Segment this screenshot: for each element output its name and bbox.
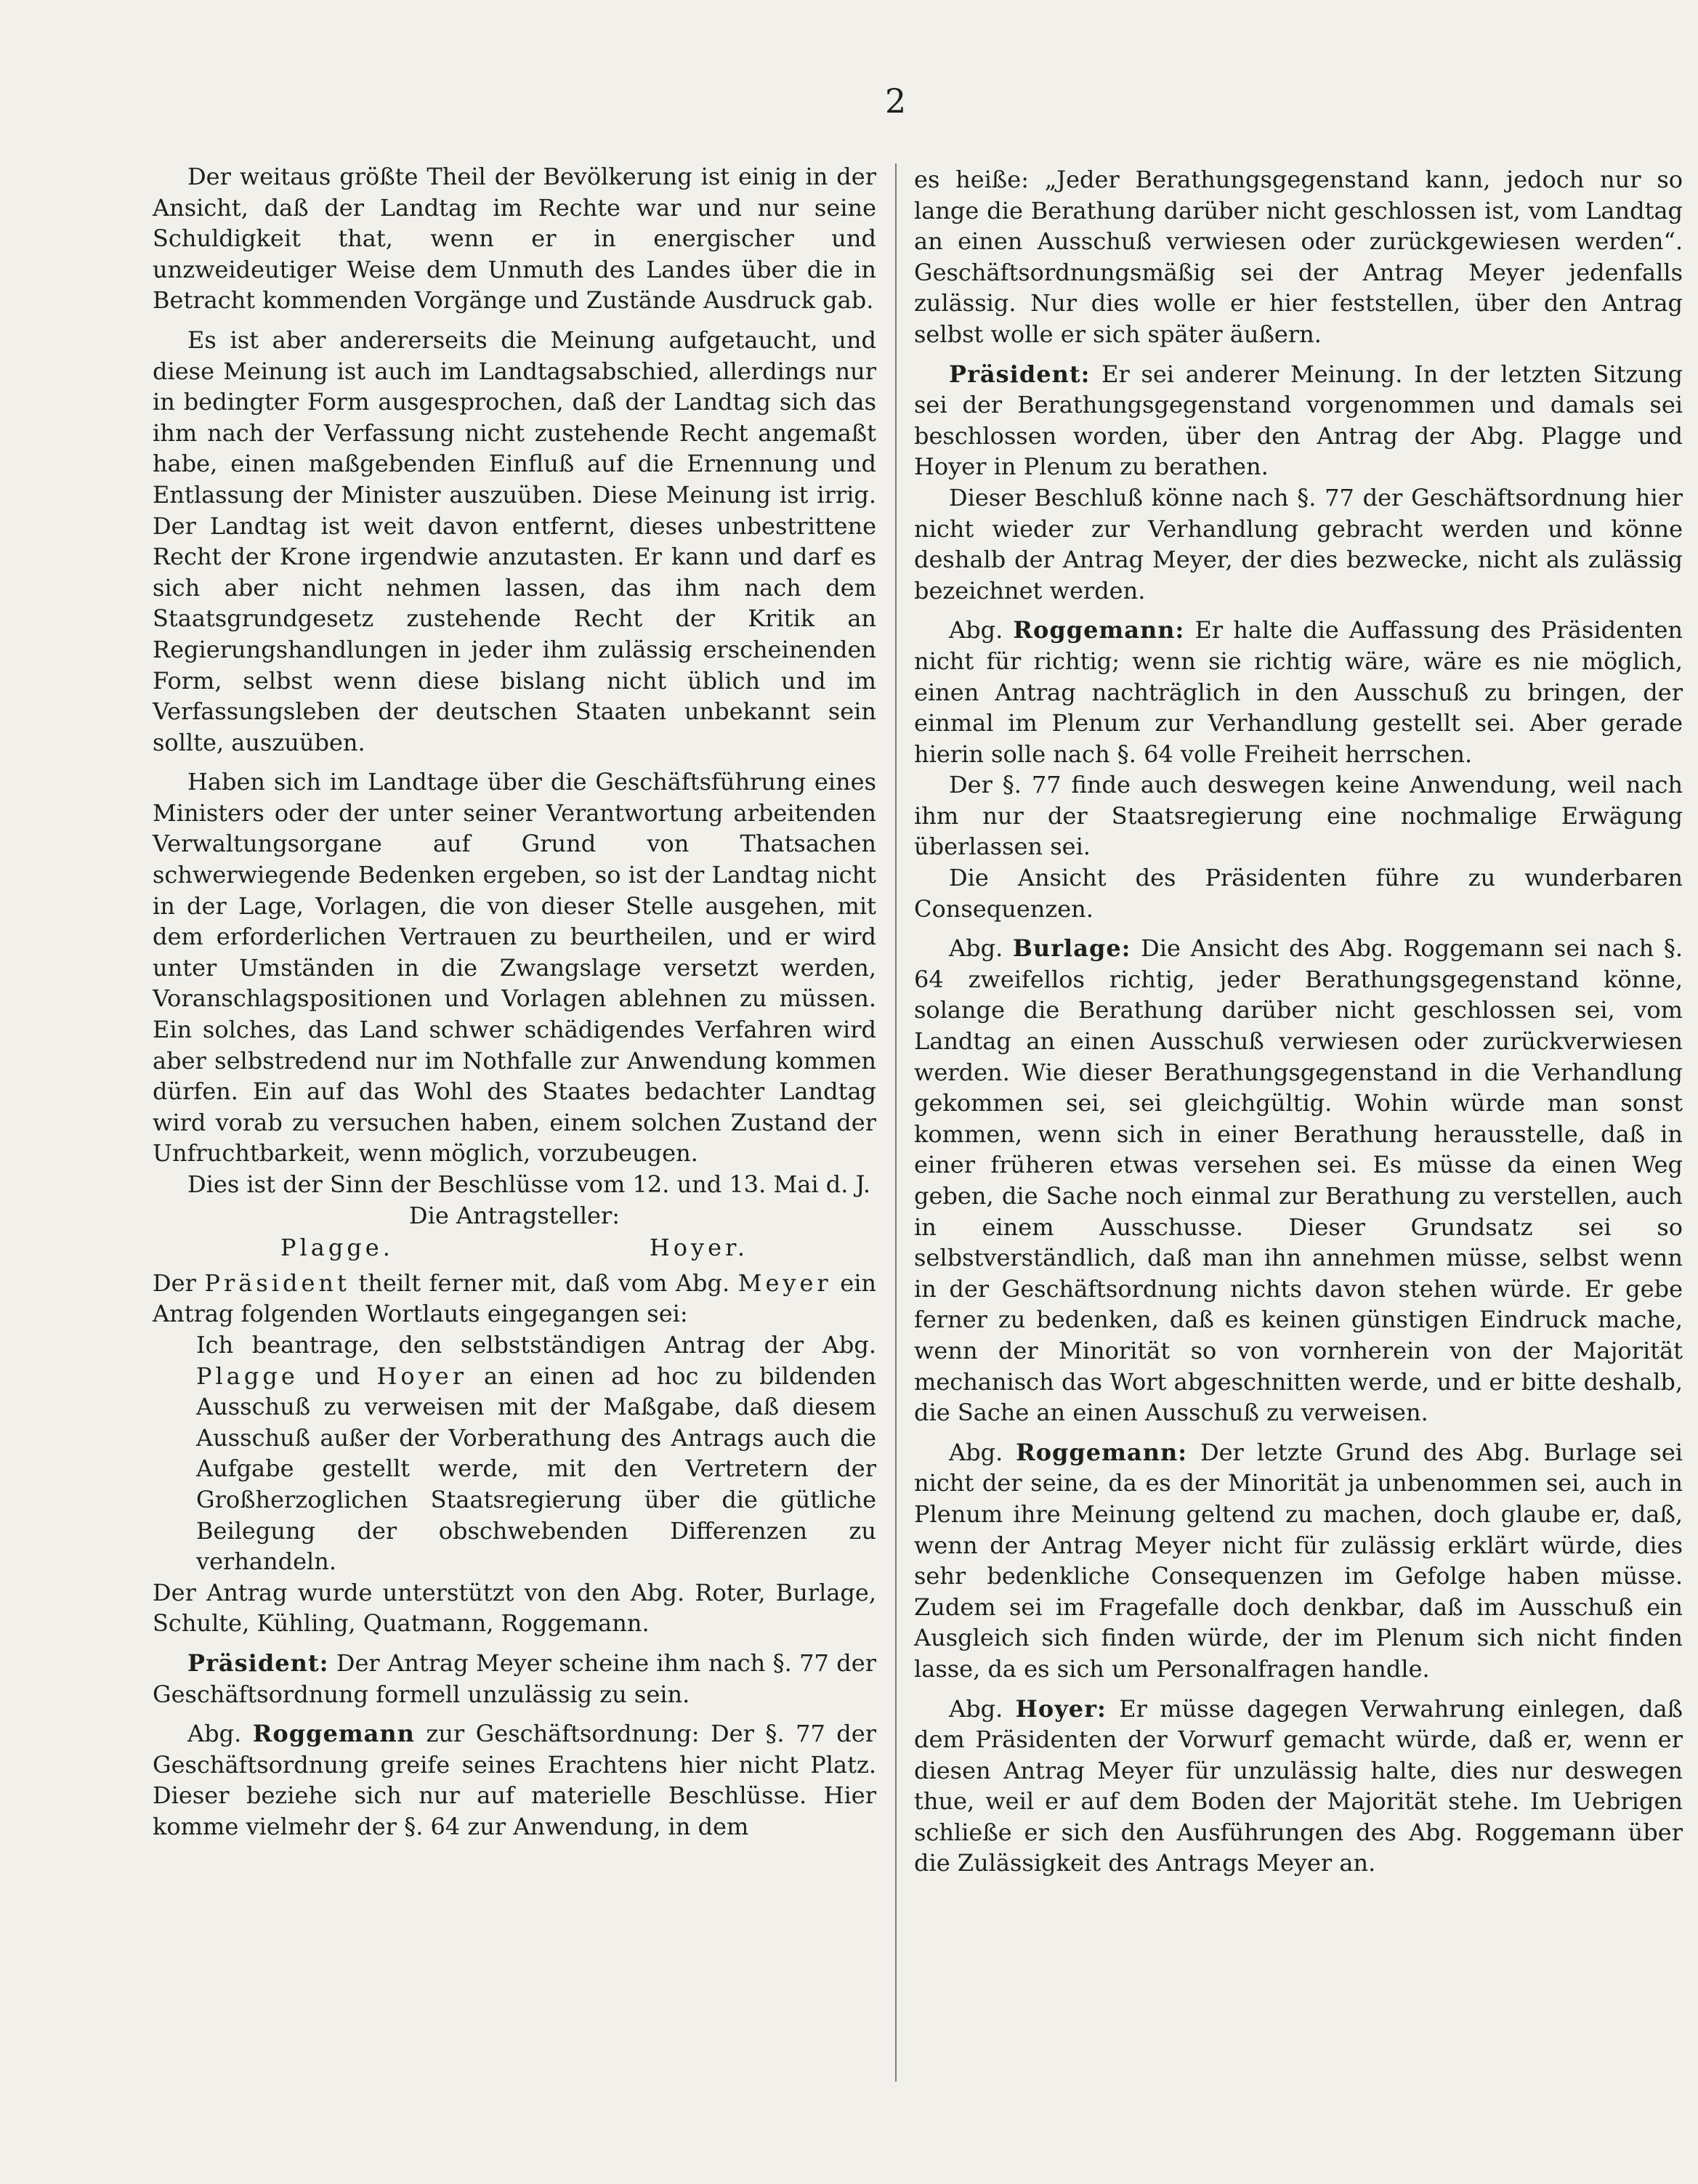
speaker-prefix: Abg. [187, 1720, 242, 1748]
paragraph: Dieser Beschluß könne nach §. 77 der Geschäftsordnung hier nicht wieder zur Verhandlung gebracht werden und könne deshalb der Antrag Meyer, der dies bezwecke, nicht als zulässig bezeichnet werden. [914, 483, 1683, 604]
speaker-name: Roggemann: [1016, 1438, 1188, 1466]
paragraph [153, 1268, 876, 1330]
speech-text: Die Ansicht des Abg. Roggemann sei nach §. 64 zweifellos richtig, jeder Berathungsgegenstand könne, solange die Berathung darüber nicht geschlossen sei, vom Landtag an einen Ausschuß verwiesen oder zurückverwiesen werden. Wie dieser Berathungsgegenstand in die Verhandlung gekommen sei, sei gleichgültig. Wohin würde man sonst kommen, wenn sich in einer Berathung herausstelle, daß in einer früheren etwas versehen sei. Es müsse da einen Weg geben, die Sache noch einmal zur Berathung zu verstellen, auch in einem Ausschusse. Dieser Grundsatz sei so selbstverständlich, daß man ihn annehmen müsse, selbst wenn in der Geschäftsordnung nichts davon stehen würde. Er gebe ferner zu bedenken, daß es keinen günstigen Eindruck mache, wenn der Minorität so von vornherein von der Majorität mechanisch das Wort abgeschnitten werde, und er bitte deshalb, die Sache an einen Ausschuß zu verweisen. [914, 934, 1683, 1427]
speech-text: Der Antrag Meyer scheine ihm nach §. 77 der Geschäftsordnung formell unzulässig zu sein. [153, 1649, 877, 1708]
speaker-name: Präsident: [187, 1649, 329, 1677]
speech-paragraph [914, 1437, 1683, 1685]
paragraph: es heiße: „Jeder Berathungsgegenstand kann, jedoch nur so lange die Berathung darüber nicht geschlossen ist, vom Landtag an einen Ausschuß verwiesen oder zurückgewiesen werden“. Geschäftsordnungsmäßig sei der Antrag Meyer jedenfalls zulässig. Nur dies wolle er hier feststellen, über den Antrag selbst wolle er sich später äußern. [914, 166, 1683, 348]
text: Ich beantrage, den selbstständigen Antrag der Abg. [196, 1330, 876, 1359]
column-divider [895, 163, 897, 2082]
speech-paragraph [153, 1648, 876, 1710]
paragraph: Haben sich im Landtage über die Geschäftsführung eines Ministers oder der unter seiner Verantwortung arbeitenden Verwaltungsorgane auf Grund von Thatsachen schwerwiegende Bedenken ergeben, so ist der Landtag nicht in der Lage, Vorlagen, die von dieser Stelle ausgehen, mit dem erforderlichen Vertrauen zu beurtheilen, und er wird unter Umständen in die Zwangslage versetzt werden, Voranschlagspositionen und Vorlagen ablehnen zu müssen. Ein solches, das Land schwer schädigendes Verfahren wird aber selbstredend nur im Nothfalle zur Anwendung kommen dürfen. Ein auf das Wohl des Staates bedachter Landtag wird vorab zu versuchen haben, einem solchen Zustand der Unfruchtbarkeit, wenn möglich, vorzubeugen. [153, 768, 876, 1168]
speaker-name: Präsident: [949, 360, 1091, 388]
speech-paragraph [914, 1694, 1683, 1880]
speech-paragraph [914, 615, 1683, 769]
text: und [315, 1362, 360, 1390]
speaker-name: Roggemann: [1013, 616, 1185, 644]
speech-paragraph [153, 1718, 876, 1842]
speech-text: Er halte die Auffassung des Präsidenten nicht für richtig; wenn sie richtig wäre, wäre es nie möglich, einen Antrag nachträglich in den Ausschuß zu bringen, der einmal im Plenum zur Verhandlung gestellt sei. Aber gerade hierin solle nach §. 64 volle Freiheit herrschen. [914, 616, 1683, 768]
right-column [914, 164, 1683, 1879]
page-number: 2 [885, 81, 907, 121]
speaker-name: Hoyer: [1015, 1694, 1107, 1723]
paragraph: Es ist aber andererseits die Meinung aufgetaucht, und diese Meinung ist auch im Landtagsabschied, allerdings nur in bedingter Form ausgesprochen, daß der Landtag sich das ihm nach der Verfassung nicht zustehende Recht angemaßt habe, einen maßgebenden Einfluß auf die Ernennung und Entlassung der Minister auszuüben. Diese Meinung ist irrig. Der Landtag ist weit davon entfernt, dieses unbestrittene Recht der Krone irgendwie anzutasten. Er kann und darf es sich aber nicht nehmen lassen, das ihm nach dem Staatsgrundgesetz zustehende Recht der Kritik an Regierungshandlungen in jeder ihm zulässig erscheinenden Form, selbst wenn diese bislang nicht üblich und im Verfassungsleben der deutschen Staaten unbekannt sein sollte, auszuüben. [153, 325, 876, 756]
paragraph: Der weitaus größte Theil der Bevölkerung ist einig in der Ansicht, daß der Landtag im Rechte war und nur seine Schuldigkeit that, wenn er in energischer und unzweideutiger Weise dem Unmuth des Landes über die in Betracht kommenden Vorgänge und Zustände Ausdruck gab. [153, 163, 876, 315]
signature-plagge: Plagge. [280, 1234, 394, 1262]
speaker-prefix: Abg. [949, 1694, 1003, 1723]
person-name: Meyer [737, 1269, 832, 1297]
person-name: Plagge [196, 1362, 299, 1390]
text: theilt ferner mit, daß vom Abg. [358, 1269, 730, 1297]
speaker-name: Roggemann [252, 1720, 415, 1748]
paragraph: Der Antrag wurde unterstützt von den Abg. Roter, Burlage, Schulte, Kühling, Quatmann, Roggemann. [153, 1578, 876, 1638]
text: ein Antrag folgenden Wortlauts eingegangen sei: [153, 1269, 877, 1328]
speaker-prefix: Abg. [949, 934, 1003, 963]
motion-quote [153, 1330, 876, 1577]
speaker-name: Präsident [204, 1269, 350, 1297]
speech-text: zur Geschäftsordnung: Der §. 77 der Geschäftsordnung greife seines Erachtens hier nicht Platz. Dieser beziehe sich nur auf materielle Beschlüsse. Hier komme vielmehr der §. 64 zur Anwendung, in dem [153, 1720, 877, 1840]
paragraph: Dies ist der Sinn der Beschlüsse vom 12. und 13. Mai d. J. [187, 1170, 871, 1198]
person-name: Hoyer [376, 1362, 467, 1390]
speaker-prefix: Abg. [949, 616, 1003, 644]
paragraph: Der §. 77 finde auch deswegen keine Anwendung, weil nach ihm nur der Staatsregierung eine nochmalige Erwägung überlassen sei. [914, 771, 1683, 861]
speech-text: Er sei anderer Meinung. In der letzten Sitzung sei der Berathungsgegenstand vorgenommen und damals sei beschlossen worden, über den Antrag der Abg. Plagge und Hoyer in Plenum zu berathen. [914, 360, 1683, 481]
text: Der [153, 1269, 196, 1297]
speech-text: Er müsse dagegen Verwahrung einlegen, daß dem Präsidenten der Vorwurf gemacht würde, daß er, wenn er diesen Antrag Meyer für unzulässig halte, dies nur deswegen thue, weil er auf dem Boden der Majorität stehe. Im Uebrigen schließe er sich den Ausführungen des Abg. Roggemann über die Zulässigkeit des Antrags Meyer an. [914, 1694, 1683, 1877]
speaker-name: Burlage: [1012, 934, 1131, 963]
signature-hoyer: Hoyer. [649, 1234, 749, 1262]
speech-paragraph [914, 933, 1683, 1428]
text: an einen ad hoc zu bildenden Ausschuß zu verweisen mit der Maßgabe, daß diesem Ausschuß außer der Vorberathung des Antrags auch die Aufgabe gestellt werde, mit den Vertretern der Großherzoglichen Staatsregierung über die gütliche Beilegung der obschwebenden Differenzen zu verhandeln. [196, 1362, 877, 1576]
left-column [153, 161, 876, 1842]
speech-paragraph [914, 359, 1683, 482]
signatories-heading: Die Antragsteller: [408, 1201, 620, 1229]
speaker-prefix: Abg. [949, 1438, 1003, 1466]
signatures [153, 1232, 876, 1263]
speech-text: Der letzte Grund des Abg. Burlage sei nicht der seine, da es der Minorität ja unbenommen sei, auch in Plenum ihre Meinung geltend zu machen, doch glaube er, daß, wenn der Antrag Meyer nicht für zulässig erklärt würde, dies sehr bedenkliche Consequenzen im Gefolge haben müsse. Zudem sei im Fragefalle doch denkbar, daß im Ausschuß ein Ausgleich sich finden würde, der im Plenum sich nicht finden lasse, da es sich um Personalfragen handle. [914, 1438, 1683, 1683]
paragraph: Die Ansicht des Präsidenten führe zu wunderbaren Consequenzen. [914, 864, 1683, 923]
